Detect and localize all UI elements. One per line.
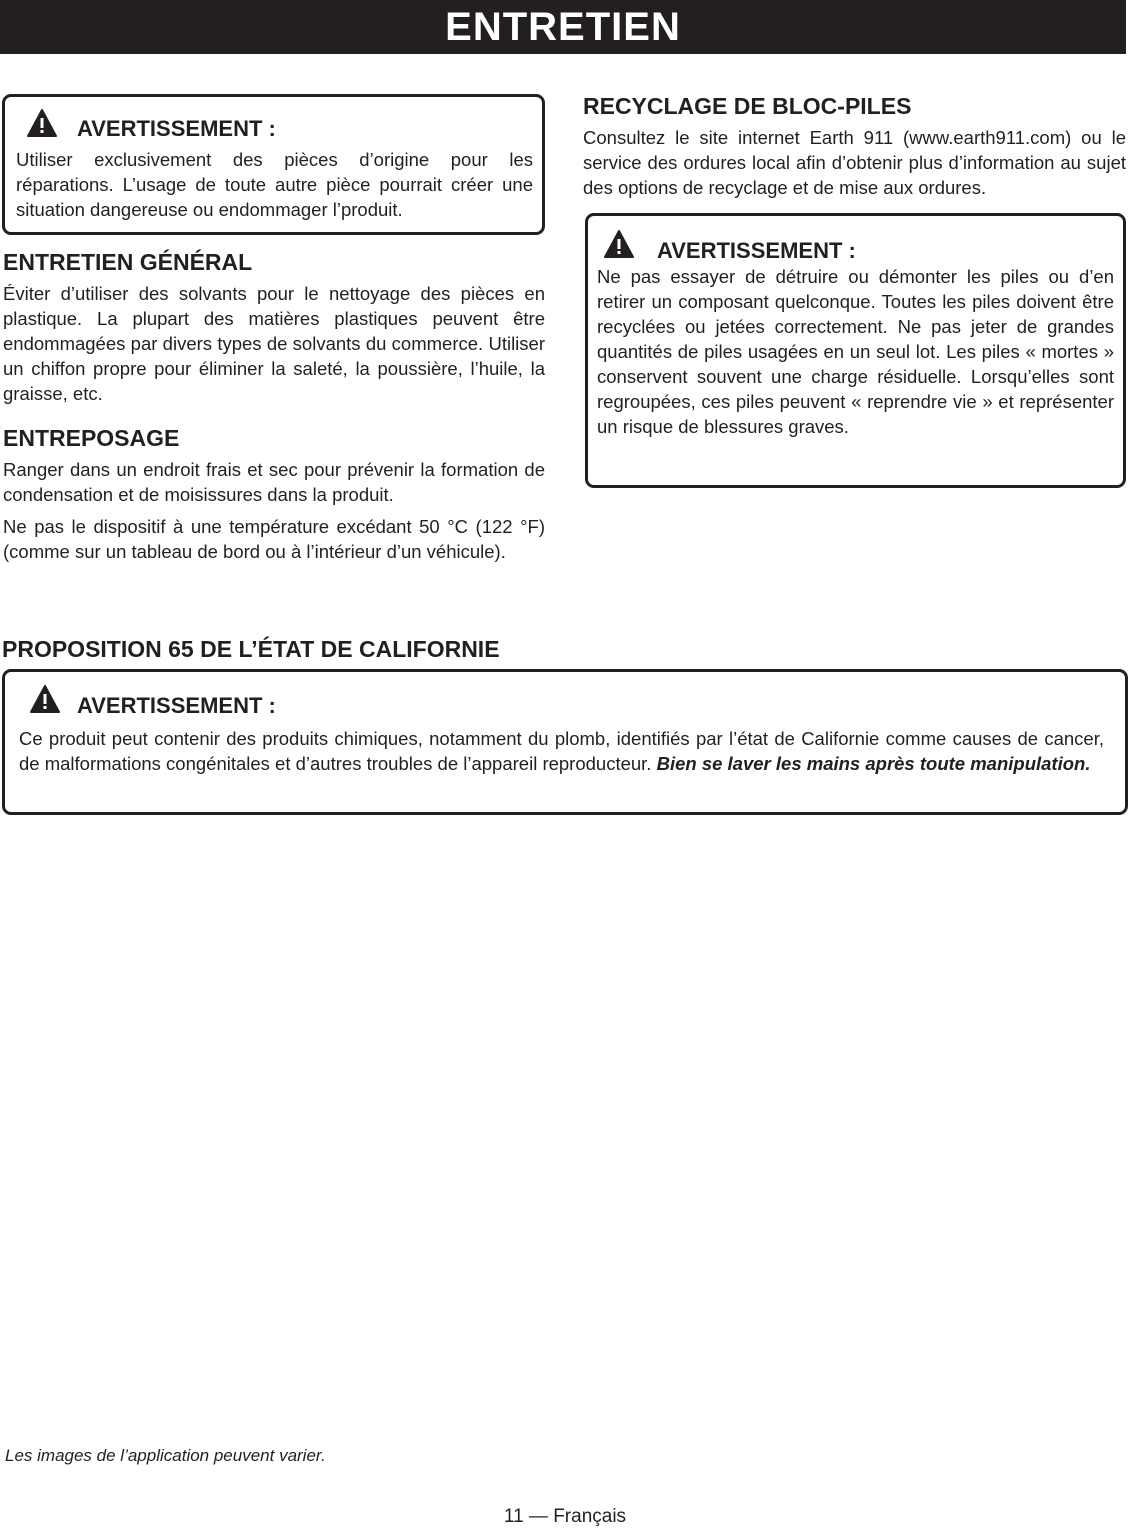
warning-box-parts	[2, 94, 545, 235]
warning-text: Ne pas essayer de détruire ou démonter les piles ou d’en retirer un composant quelconque. Toutes les piles doivent être recyclées ou jetées correctement. Ne pas jeter de grandes quantités de piles usagées en un seul lot. Les piles « mortes » conservent souvent une charge résiduelle. Lorsqu’elles sont regroupées, ces piles peuvent « reprendre vie » et représenter un risque de blessures graves.	[597, 266, 1114, 437]
warning-box-batteries	[585, 213, 1126, 488]
storage-text-2: Ne pas le dispositif à une température excédant 50 °C (122 °F) (comme sur un tableau de bord ou à l’intérieur d’un véhicule).	[3, 516, 545, 562]
page-number: 11 — Français	[503, 1506, 627, 1527]
warning-triangle-icon	[30, 685, 60, 713]
prop65-emphasis: Bien se laver les mains après toute manipulation.	[656, 753, 1091, 774]
section-title-storage: ENTREPOSAGE	[3, 425, 180, 451]
page-title: ENTRETIEN	[445, 5, 681, 49]
warning-heading: AVERTISSEMENT :	[77, 693, 276, 718]
prop65-warning-text: Ce produit peut contenir des produits chimiques, notamment du plomb, identifiés par l’état de Californie comme causes de cancer, de malformations congénitales et d’autres troubles de l’appareil reproducteur.	[19, 728, 1104, 774]
storage-text-1: Ranger dans un endroit frais et sec pour prévenir la formation de condensation et de moisissures dans la produit.	[3, 459, 545, 505]
warning-text: Utiliser exclusivement des pièces d’origine pour les réparations. L’usage de toute autre pièce pourrait créer une situation dangereuse ou endommager l’produit.	[16, 149, 533, 220]
warning-heading: AVERTISSEMENT :	[77, 116, 276, 141]
warning-triangle-icon	[604, 230, 634, 258]
section-title-prop65: PROPOSITION 65 DE L’ÉTAT DE CALIFORNIE	[2, 636, 500, 662]
general-maintenance-text: Éviter d’utiliser des solvants pour le nettoyage des pièces en plastique. La plupart des matières plastiques peuvent être endommagées par divers types de solvants du commerce. Utiliser un chiffon propre pour éliminer la saleté, la poussière, l’huile, la graisse, etc.	[3, 283, 545, 404]
section-title-battery-recycling: RECYCLAGE DE BLOC-PILES	[583, 93, 912, 119]
warning-heading: AVERTISSEMENT :	[657, 238, 856, 263]
warning-box-prop65	[2, 669, 1128, 815]
recycling-text: Consultez le site internet Earth 911 (www.earth911.com) ou le service des ordures local afin d’obtenir plus d’information au sujet des options de recyclage et de mise aux ordures.	[583, 127, 1126, 198]
prop65-text	[19, 726, 1104, 776]
footer-note: Les images de l’application peuvent varier.	[5, 1446, 326, 1465]
section-title-general-maintenance: ENTRETIEN GÉNÉRAL	[3, 249, 253, 275]
page-header-banner	[0, 0, 1126, 54]
warning-triangle-icon	[27, 109, 57, 137]
